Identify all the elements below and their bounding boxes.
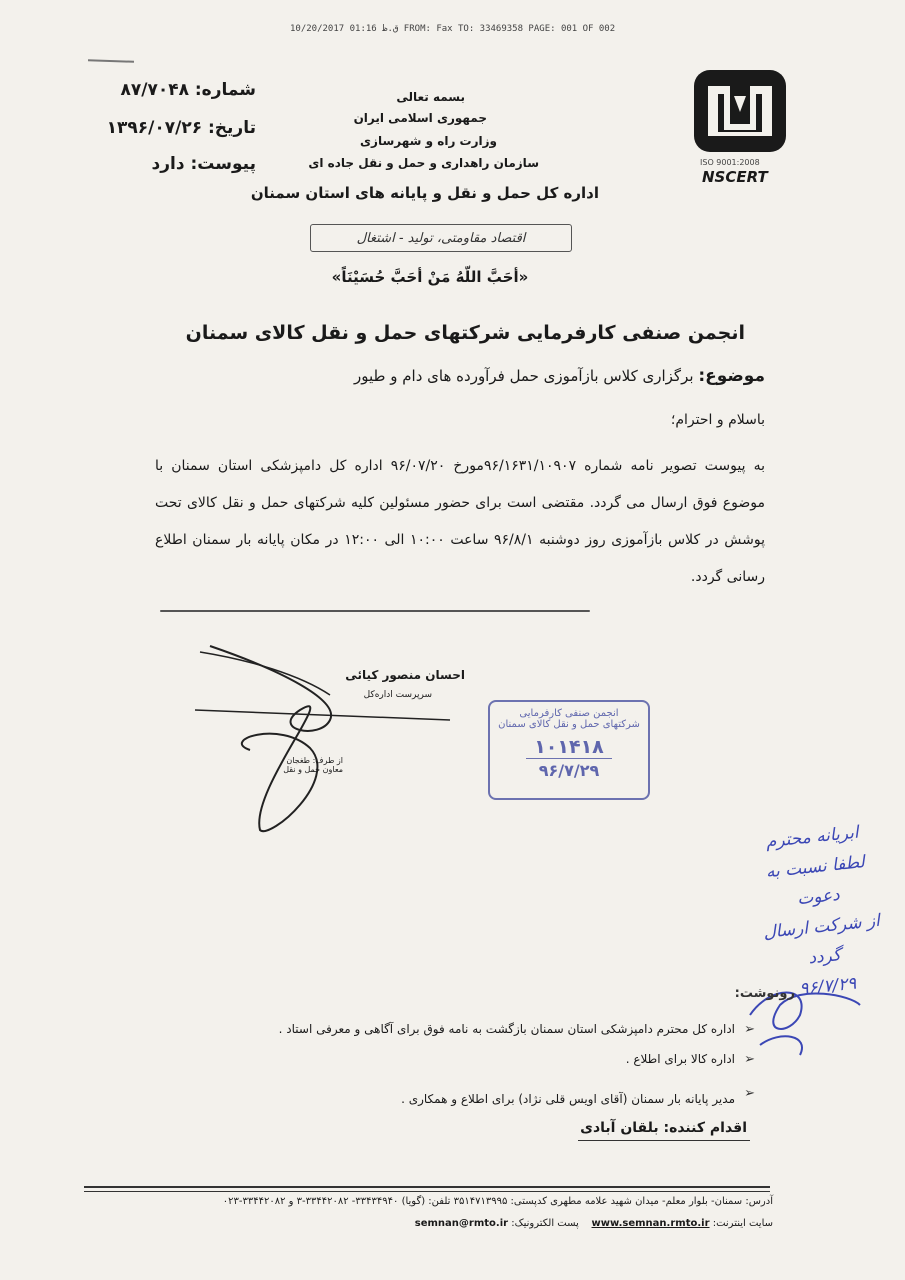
note-line2: لطفا نسبت به دعوت xyxy=(764,852,866,910)
department-line: اداره کل حمل و نقل و پایانه های استان سمنان xyxy=(250,184,599,202)
email-label: پست الکترونیک: xyxy=(511,1218,579,1229)
footer-contact xyxy=(93,1218,773,1229)
number-label: شماره: xyxy=(194,80,256,100)
date-label: تاریخ: xyxy=(208,118,256,138)
logo-brand: NSCERT xyxy=(702,168,768,186)
footer-rule-bottom xyxy=(84,1191,770,1192)
cc-item-3: مدیر پایانه بار سمنان (آقای اویس قلی نژاد) برای اطلاع و همکاری . xyxy=(401,1092,735,1106)
cc-arrow-1: ➢ xyxy=(744,1022,755,1037)
attachment-label: پیوست: xyxy=(190,154,256,174)
letter-number xyxy=(86,80,256,100)
slogan-box xyxy=(310,224,572,252)
cc-arrow-2: ➢ xyxy=(744,1052,755,1067)
footer-address: آدرس: سمنان- بلوار معلم- میدان شهید علامه مطهری کدپستی: ۳۵۱۴۷۱۳۹۹۵ تلفن: (گویا) ۳۳۴۳۴۹۴۰- ۳۳۴۴۲۰۸۲-۳ و ۳۳۴۴۲۰۸۲-۰۲۳ xyxy=(222,1196,773,1207)
stamp-date: ۹۶/۷/۲۹ xyxy=(538,761,600,780)
greeting: باسلام و احترام؛ xyxy=(670,412,765,428)
attachment-value: دارد xyxy=(151,154,185,174)
letter-body: به پیوست تصویر نامه شماره ۹۶/۱۶۳۱/۱۰۹۰۷مورخ ۹۶/۰۷/۲۰ اداره کل دامپزشکی استان سمنان با موضوع فوق ارسال می گردد. مقتضی است برای حضور مسئولین کلیه شرکتهای حمل و نقل کالای تحت پوشش در کلاس بازآموزی روز دوشنبه ۹۶/۸/۱ ساعت ۱۰:۰۰ الی ۱۲:۰۰ در مکان پایانه بار سمنان اطلاع رسانی گردد. xyxy=(155,458,765,585)
stamp-line2: شرکتهای حمل و نقل کالای سمنان xyxy=(498,719,640,730)
footer-rule-top xyxy=(84,1186,770,1188)
hadith: «أحَبَّ اللّهُ مَنْ أحَبَّ حُسَيْنَاً» xyxy=(331,268,529,286)
organization-line: سازمان راهداری و حمل و نقل جاده ای xyxy=(308,156,539,170)
logo-iso: ISO 9001:2008 xyxy=(700,158,760,167)
note-line3: از شرکت ارسال گردد xyxy=(762,910,881,969)
date-value: ۱۳۹۶/۰۷/۲۶ xyxy=(106,118,203,138)
fax-header: 10/20/2017 ق.ظ 01:16 FROM: Fax TO: 33469358 PAGE: 001 OF 002 xyxy=(290,24,616,34)
hand-underline xyxy=(160,610,590,612)
website-link[interactable]: www.semnan.rmto.ir xyxy=(591,1218,710,1229)
ministry-line: وزارت راه و شهرسازی xyxy=(360,134,497,148)
letter-attachment xyxy=(86,154,256,174)
number-value: ۸۷/۷۰۴۸ xyxy=(120,80,189,100)
behalf-line1: از طرف: طغجان xyxy=(286,756,343,765)
nscert-logo xyxy=(690,66,790,190)
note-line1: ابریانه محترم xyxy=(764,822,860,853)
signer-title: سرپرست اداره‌کل xyxy=(363,690,432,700)
basmala: بسمه تعالی xyxy=(396,90,465,104)
action-by xyxy=(580,1120,747,1136)
stamp-number: ۱۰۱۴۱۸ xyxy=(526,736,612,759)
action-label: اقدام کننده: xyxy=(663,1120,747,1136)
email-link[interactable]: semnan@rmto.ir xyxy=(414,1218,509,1229)
action-value: بلقان آبادی xyxy=(580,1120,659,1136)
stamp-line1: انجمن صنفی کارفرمایی xyxy=(519,708,619,719)
cc-item-1: اداره کل محترم دامپزشکی استان سمنان بازگشت به نامه فوق برای آگاهی و معرفی استاد . xyxy=(278,1022,735,1036)
on-behalf xyxy=(238,756,343,774)
subject-text: برگزاری کلاس بازآموزی حمل فرآورده های دام و طیور xyxy=(354,367,694,385)
corner-mark xyxy=(88,59,134,63)
subject-label: موضوع: xyxy=(698,366,765,386)
cc-item-2: اداره کالا برای اطلاع . xyxy=(625,1052,735,1066)
slogan-text: اقتصاد مقاومتی، تولید - اشتغال xyxy=(356,230,526,246)
recipient: انجمن صنفی کارفرمایی شرکتهای حمل و نقل کالای سمنان xyxy=(185,322,745,344)
cc-arrow-3: ➢ xyxy=(744,1086,755,1101)
note-date: ۹۶/۷/۲۹ xyxy=(798,973,858,1000)
behalf-line2: معاون حمل و نقل xyxy=(283,765,343,774)
website-label: سایت اینترنت: xyxy=(712,1218,773,1229)
cc-title: رونوشت: xyxy=(734,986,795,1001)
subject-line xyxy=(145,366,765,386)
signer-name: احسان منصور کیائی xyxy=(345,668,465,682)
action-underline xyxy=(578,1140,750,1141)
republic-line: جمهوری اسلامی ایران xyxy=(353,111,487,125)
letter-date xyxy=(86,118,256,138)
receipt-stamp xyxy=(488,700,650,800)
